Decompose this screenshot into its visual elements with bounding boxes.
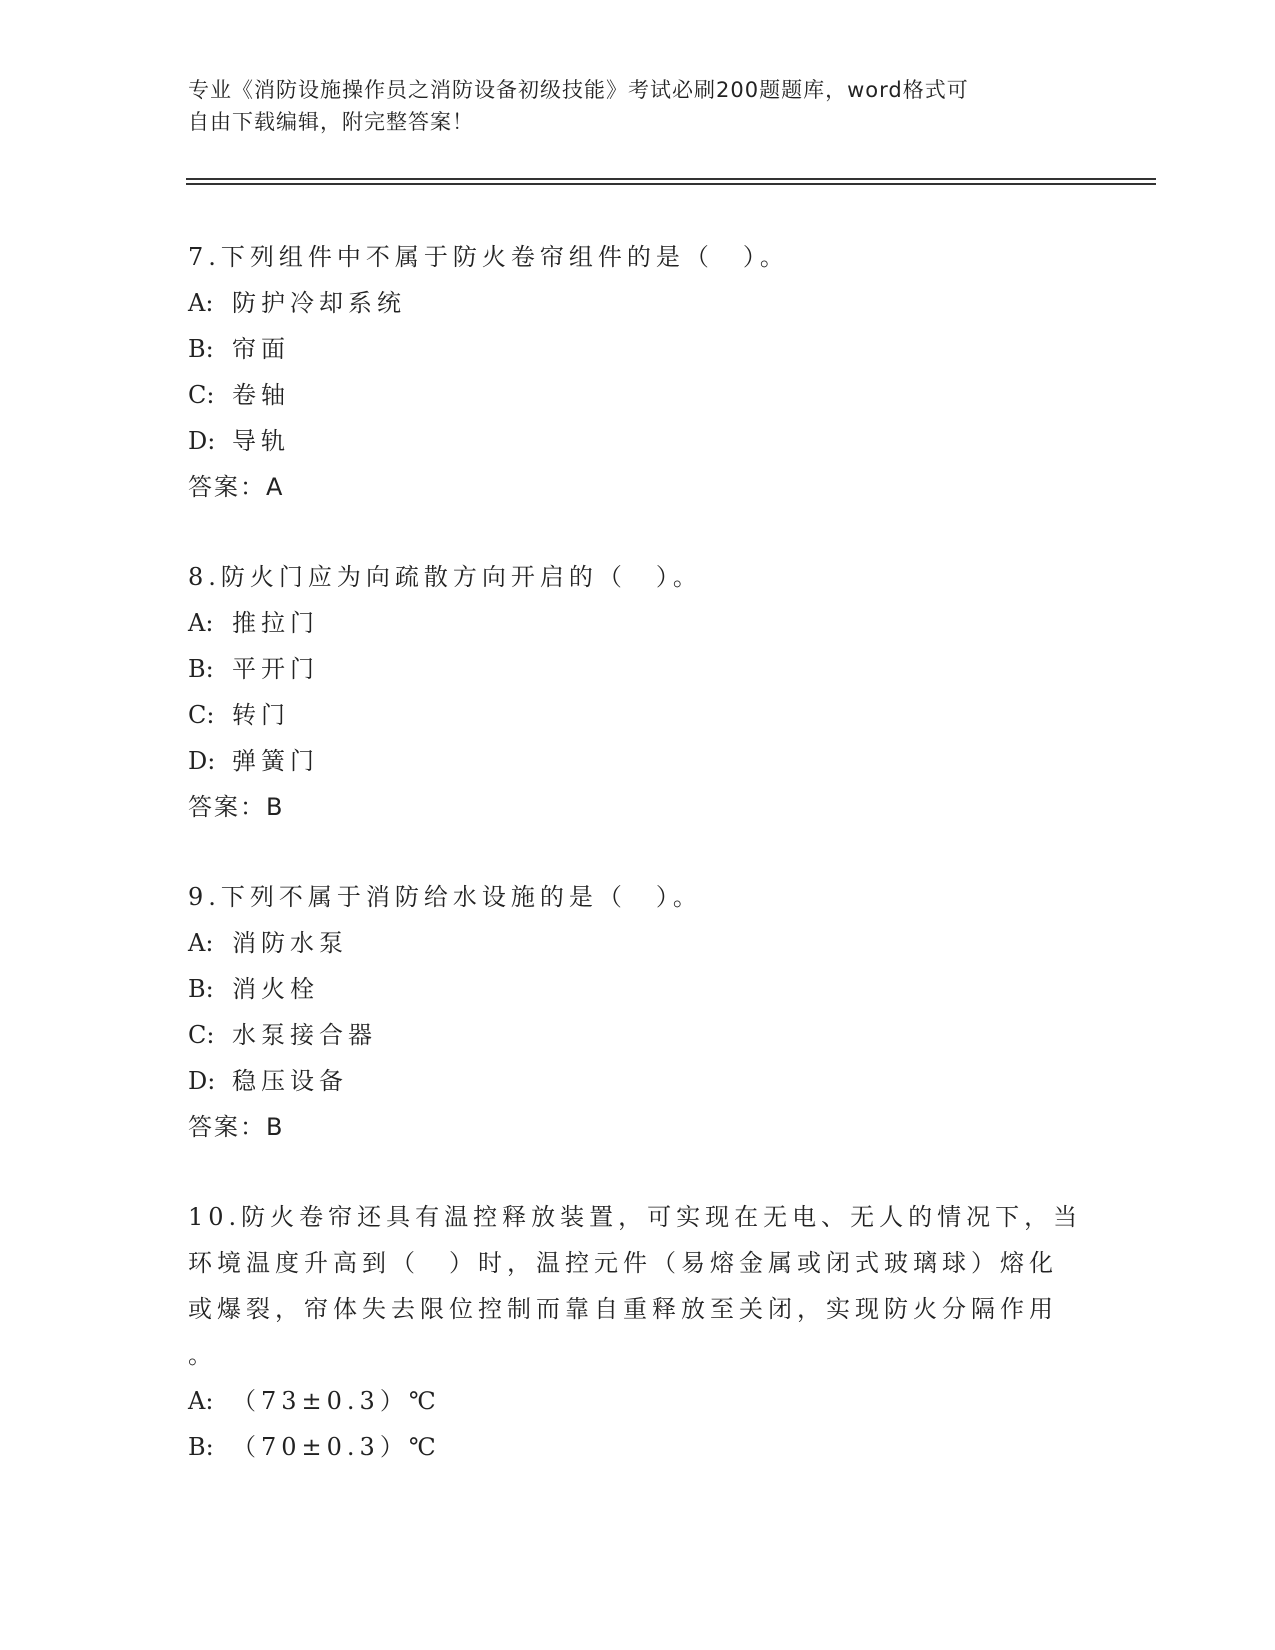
option-b [188, 646, 1088, 692]
option-letter: A: [188, 929, 214, 957]
option-c [188, 1012, 1088, 1058]
option-letter: A: [188, 1387, 214, 1415]
question-9 [188, 874, 1088, 1150]
option-text: （70±0.3）℃ [232, 1433, 441, 1461]
option-text: 导轨 [232, 427, 290, 455]
question-answer: 答案：A [188, 473, 285, 501]
option-b [188, 1424, 1088, 1470]
question-10 [188, 1194, 1088, 1470]
option-text: 推拉门 [232, 609, 319, 637]
option-text: 防护冷却系统 [232, 289, 406, 317]
option-text: 转门 [232, 701, 290, 729]
document-header [188, 74, 1088, 138]
option-d [188, 418, 1088, 464]
option-text: 弹簧门 [232, 747, 319, 775]
question-stem-line-3: 或爆裂，帘体失去限位控制而靠自重释放至关闭，实现防火分隔作用 [188, 1295, 1058, 1323]
option-letter: D: [188, 427, 216, 455]
option-text: 卷轴 [232, 381, 290, 409]
option-letter: C: [188, 381, 215, 409]
option-text: 帘面 [232, 335, 290, 363]
question-stem-line-1: 10.防火卷帘还具有温控释放装置，可实现在无电、无人的情况下，当 [188, 1203, 1083, 1231]
option-d [188, 738, 1088, 784]
option-letter: C: [188, 1021, 215, 1049]
question-8 [188, 554, 1088, 830]
option-a [188, 920, 1088, 966]
header-line-1: 专业《消防设施操作员之消防设备初级技能》考试必刷200题题库，word格式可 [188, 78, 969, 102]
option-letter: A: [188, 609, 214, 637]
option-a [188, 600, 1088, 646]
option-letter: B: [188, 975, 214, 1003]
option-b [188, 326, 1088, 372]
option-text: 平开门 [232, 655, 319, 683]
question-answer: 答案：B [188, 1113, 285, 1141]
header-divider-bottom [186, 183, 1156, 185]
option-letter: D: [188, 747, 216, 775]
option-text: 消防水泵 [232, 929, 348, 957]
option-a [188, 280, 1088, 326]
option-text: （73±0.3）℃ [232, 1387, 441, 1415]
option-text: 水泵接合器 [232, 1021, 377, 1049]
question-7 [188, 234, 1088, 510]
question-stem-line-2: 环境温度升高到（ ）时，温控元件（易熔金属或闭式玻璃球）熔化 [188, 1249, 1058, 1277]
option-text: 稳压设备 [232, 1067, 348, 1095]
question-stem: 9.下列不属于消防给水设施的是（ ）。 [188, 883, 702, 911]
option-b [188, 966, 1088, 1012]
option-d [188, 1058, 1088, 1104]
option-c [188, 692, 1088, 738]
question-answer: 答案：B [188, 793, 285, 821]
option-letter: A: [188, 289, 214, 317]
option-letter: C: [188, 701, 215, 729]
option-letter: D: [188, 1067, 216, 1095]
question-stem: 7.下列组件中不属于防火卷帘组件的是（ ）。 [188, 243, 789, 271]
question-stem: 8.防火门应为向疏散方向开启的（ ）。 [188, 563, 702, 591]
header-line-2: 自由下载编辑，附完整答案！ [188, 110, 474, 134]
option-letter: B: [188, 655, 214, 683]
option-letter: B: [188, 335, 214, 363]
question-stem-line-4: 。 [188, 1341, 217, 1369]
option-text: 消火栓 [232, 975, 319, 1003]
header-divider-top [186, 178, 1156, 180]
option-letter: B: [188, 1433, 214, 1461]
option-a [188, 1378, 1088, 1424]
option-c [188, 372, 1088, 418]
